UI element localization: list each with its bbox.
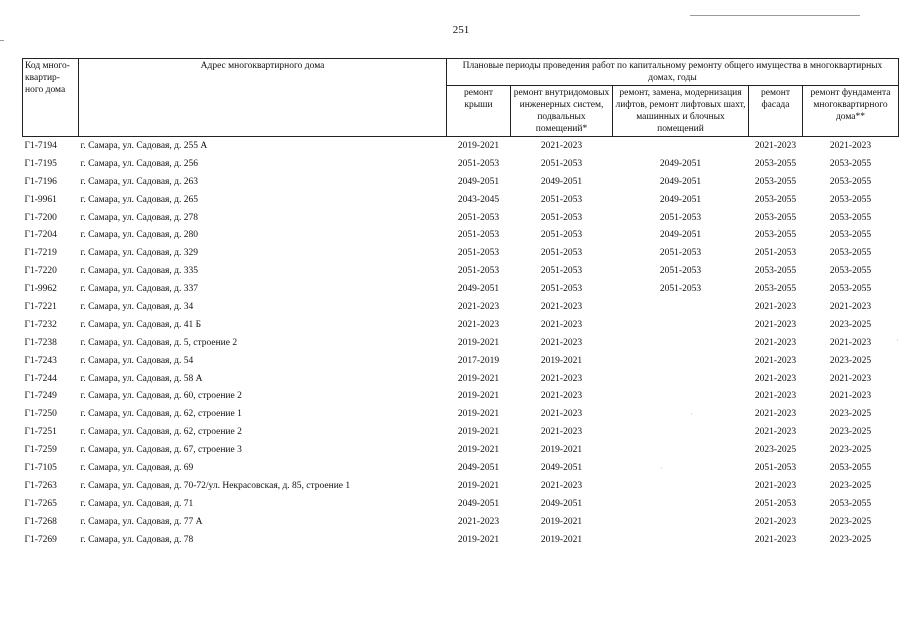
- cell-roof: 2019-2021: [457, 480, 500, 491]
- cell-roof: 2019-2021: [457, 409, 500, 420]
- cell-facade: 2023-2025: [754, 445, 797, 456]
- cell-foundation: 2053-2055: [829, 498, 872, 509]
- cell-address: г. Самара, ул. Садовая, д. 54: [80, 355, 194, 366]
- cell-engineering: 2021-2023: [540, 391, 583, 402]
- table-row: [23, 370, 899, 388]
- cell-elevators: [613, 316, 749, 334]
- table-row: [23, 459, 899, 477]
- cell-code: Г1-9961: [24, 194, 57, 205]
- cell-code: Г1-9962: [24, 284, 57, 295]
- table-row: [23, 173, 899, 191]
- table-row: [23, 531, 899, 549]
- cell-code: Г1-7263: [24, 480, 57, 491]
- cell-elevators: 2051-2053: [659, 266, 702, 277]
- scan-edge-line: [690, 15, 860, 16]
- scan-edge-line: [0, 40, 4, 41]
- cell-code: Г1-7195: [24, 158, 57, 169]
- header-foundation: ремонт фундамента многоквартирного дома**: [803, 86, 899, 137]
- cell-roof: 2019-2021: [457, 373, 500, 384]
- cell-roof: 2021-2023: [457, 319, 500, 330]
- table-row: [23, 316, 899, 334]
- cell-elevators: 2051-2053: [659, 284, 702, 295]
- cell-roof: 2049-2051: [457, 462, 500, 473]
- cell-roof: 2019-2021: [457, 534, 500, 545]
- cell-foundation: 2053-2055: [829, 176, 872, 187]
- cell-engineering: 2051-2053: [540, 158, 583, 169]
- cell-facade: 2053-2055: [754, 266, 797, 277]
- header-engineering: ремонт внутридомовых инженерных систем, подвальных помещений*: [511, 86, 613, 137]
- cell-address: г. Самара, ул. Садовая, д. 71: [80, 498, 194, 509]
- cell-roof: 2019-2021: [457, 140, 500, 151]
- cell-code: Г1-7265: [24, 498, 57, 509]
- cell-facade: 2021-2023: [754, 534, 797, 545]
- cell-address: г. Самара, ул. Садовая, д. 263: [80, 176, 198, 187]
- cell-address: г. Самара, ул. Садовая, д. 34: [80, 301, 194, 312]
- header-address: Адрес многоквартирного дома: [79, 59, 447, 137]
- header-code: Код много-квартир-ного дома: [23, 59, 79, 137]
- cell-code: Г1-7194: [24, 140, 57, 151]
- cell-address: г. Самара, ул. Садовая, д. 60, строение 2: [80, 391, 242, 402]
- cell-foundation: 2023-2025: [829, 355, 872, 366]
- cell-code: Г1-7269: [24, 534, 57, 545]
- cell-elevators: [613, 423, 749, 441]
- cell-code: Г1-7196: [24, 176, 57, 187]
- cell-address: г. Самара, ул. Садовая, д. 62, строение 1: [80, 409, 242, 420]
- cell-engineering: 2021-2023: [540, 373, 583, 384]
- cell-roof: 2019-2021: [457, 391, 500, 402]
- cell-code: Г1-7249: [24, 391, 57, 402]
- cell-code: Г1-7259: [24, 445, 57, 456]
- cell-roof: 2019-2021: [457, 427, 500, 438]
- page-number: 251: [452, 24, 470, 36]
- cell-code: Г1-7250: [24, 409, 57, 420]
- cell-facade: 2053-2055: [754, 212, 797, 223]
- cell-foundation: 2053-2055: [829, 248, 872, 259]
- cell-code: Г1-7204: [24, 230, 57, 241]
- cell-engineering: 2021-2023: [540, 427, 583, 438]
- cell-foundation: 2021-2023: [829, 140, 872, 151]
- table-row: [23, 209, 899, 227]
- cell-elevators: [613, 441, 749, 459]
- cell-foundation: 2023-2025: [829, 427, 872, 438]
- cell-engineering: 2019-2021: [540, 516, 583, 527]
- repair-schedule-table: [22, 58, 899, 548]
- cell-engineering: 2051-2053: [540, 266, 583, 277]
- cell-code: Г1-7221: [24, 301, 57, 312]
- cell-roof: 2049-2051: [457, 176, 500, 187]
- scan-speck: ·: [690, 410, 693, 419]
- cell-engineering: 2051-2053: [540, 230, 583, 241]
- cell-foundation: 2021-2023: [829, 301, 872, 312]
- header-elevators: ремонт, замена, модернизация лифтов, ремонт лифтовых шахт, машинных и блочных помещений: [613, 86, 749, 137]
- cell-code: Г1-7244: [24, 373, 57, 384]
- table-row: [23, 137, 899, 155]
- cell-elevators: [613, 531, 749, 549]
- cell-foundation: 2023-2025: [829, 445, 872, 456]
- cell-engineering: 2051-2053: [540, 284, 583, 295]
- cell-code: Г1-7268: [24, 516, 57, 527]
- cell-address: г. Самара, ул. Садовая, д. 278: [80, 212, 198, 223]
- cell-code: Г1-7200: [24, 212, 57, 223]
- cell-facade: 2021-2023: [754, 373, 797, 384]
- cell-address: г. Самара, ул. Садовая, д. 67, строение 3: [80, 445, 242, 456]
- cell-facade: 2053-2055: [754, 176, 797, 187]
- cell-roof: 2051-2053: [457, 158, 500, 169]
- table-row: [23, 441, 899, 459]
- cell-facade: 2021-2023: [754, 337, 797, 348]
- cell-address: г. Самара, ул. Садовая, д. 62, строение 2: [80, 427, 242, 438]
- cell-engineering: 2051-2053: [540, 212, 583, 223]
- table-row: [23, 387, 899, 405]
- cell-address: г. Самара, ул. Садовая, д. 280: [80, 230, 198, 241]
- cell-roof: 2051-2053: [457, 266, 500, 277]
- cell-address: г. Самара, ул. Садовая, д. 265: [80, 194, 198, 205]
- cell-code: Г1-7243: [24, 355, 57, 366]
- cell-code: Г1-7238: [24, 337, 57, 348]
- cell-facade: 2021-2023: [754, 391, 797, 402]
- cell-address: г. Самара, ул. Садовая, д. 77 А: [80, 516, 203, 527]
- cell-foundation: 2021-2023: [829, 337, 872, 348]
- cell-engineering: 2019-2021: [540, 355, 583, 366]
- table-row: [23, 495, 899, 513]
- cell-facade: 2021-2023: [754, 355, 797, 366]
- cell-foundation: 2021-2023: [829, 373, 872, 384]
- cell-facade: 2021-2023: [754, 140, 797, 151]
- cell-facade: 2021-2023: [754, 516, 797, 527]
- cell-engineering: 2019-2021: [540, 445, 583, 456]
- cell-engineering: 2021-2023: [540, 319, 583, 330]
- cell-elevators: [613, 459, 749, 477]
- cell-address: г. Самара, ул. Садовая, д. 78: [80, 534, 194, 545]
- cell-code: Г1-7220: [24, 266, 57, 277]
- cell-foundation: 2053-2055: [829, 212, 872, 223]
- cell-elevators: [613, 387, 749, 405]
- cell-elevators: [613, 334, 749, 352]
- cell-address: г. Самара, ул. Садовая, д. 69: [80, 462, 194, 473]
- cell-address: г. Самара, ул. Садовая, д. 70-72/ул. Некрасовская, д. 85, строение 1: [80, 480, 351, 491]
- cell-elevators: 2051-2053: [659, 212, 702, 223]
- cell-address: г. Самара, ул. Садовая, д. 256: [80, 158, 198, 169]
- cell-foundation: 2021-2023: [829, 391, 872, 402]
- cell-elevators: 2049-2051: [659, 158, 702, 169]
- cell-address: г. Самара, ул. Садовая, д. 255 А: [80, 140, 208, 151]
- table-row: [23, 352, 899, 370]
- cell-foundation: 2053-2055: [829, 462, 872, 473]
- cell-address: г. Самара, ул. Садовая, д. 5, строение 2: [80, 337, 238, 348]
- cell-facade: 2021-2023: [754, 409, 797, 420]
- cell-facade: 2051-2053: [754, 248, 797, 259]
- cell-elevators: [613, 477, 749, 495]
- table-row: [23, 191, 899, 209]
- cell-facade: 2021-2023: [754, 427, 797, 438]
- cell-engineering: 2021-2023: [540, 409, 583, 420]
- header-facade: ремонт фасада: [749, 86, 803, 137]
- cell-roof: 2019-2021: [457, 445, 500, 456]
- cell-foundation: 2023-2025: [829, 516, 872, 527]
- cell-elevators: [613, 298, 749, 316]
- cell-roof: 2019-2021: [457, 337, 500, 348]
- cell-facade: 2053-2055: [754, 284, 797, 295]
- cell-facade: 2021-2023: [754, 319, 797, 330]
- cell-facade: 2051-2053: [754, 462, 797, 473]
- cell-roof: 2051-2053: [457, 212, 500, 223]
- cell-elevators: 2049-2051: [659, 176, 702, 187]
- cell-address: г. Самара, ул. Садовая, д. 335: [80, 266, 198, 277]
- table-row: [23, 334, 899, 352]
- cell-elevators: 2049-2051: [659, 194, 702, 205]
- cell-engineering: 2049-2051: [540, 462, 583, 473]
- cell-address: г. Самара, ул. Садовая, д. 58 А: [80, 373, 203, 384]
- cell-code: Г1-7251: [24, 427, 57, 438]
- cell-facade: 2051-2053: [754, 498, 797, 509]
- cell-roof: 2049-2051: [457, 284, 500, 295]
- cell-facade: 2053-2055: [754, 158, 797, 169]
- scan-speck: ·: [660, 464, 663, 473]
- cell-roof: 2049-2051: [457, 498, 500, 509]
- cell-elevators: [613, 352, 749, 370]
- cell-engineering: 2051-2053: [540, 248, 583, 259]
- cell-roof: 2021-2023: [457, 301, 500, 312]
- cell-engineering: 2049-2051: [540, 498, 583, 509]
- cell-foundation: 2053-2055: [829, 266, 872, 277]
- table-row: [23, 280, 899, 298]
- table-row: [23, 226, 899, 244]
- cell-foundation: 2053-2055: [829, 158, 872, 169]
- cell-elevators: [613, 370, 749, 388]
- cell-foundation: 2023-2025: [829, 409, 872, 420]
- cell-foundation: 2023-2025: [829, 480, 872, 491]
- table-row: [23, 423, 899, 441]
- cell-facade: 2021-2023: [754, 480, 797, 491]
- cell-elevators: [613, 137, 749, 155]
- cell-engineering: 2021-2023: [540, 140, 583, 151]
- cell-roof: 2051-2053: [457, 248, 500, 259]
- cell-engineering: 2021-2023: [540, 301, 583, 312]
- cell-foundation: 2023-2025: [829, 319, 872, 330]
- cell-address: г. Самара, ул. Садовая, д. 337: [80, 284, 198, 295]
- table-body: [23, 137, 899, 549]
- cell-code: Г1-7219: [24, 248, 57, 259]
- table-row: [23, 244, 899, 262]
- table-row: [23, 477, 899, 495]
- table-row: [23, 298, 899, 316]
- cell-roof: 2017-2019: [457, 355, 500, 366]
- cell-code: Г1-7232: [24, 319, 57, 330]
- cell-elevators: [613, 405, 749, 423]
- cell-roof: 2051-2053: [457, 230, 500, 241]
- table-row: [23, 262, 899, 280]
- cell-facade: 2053-2055: [754, 194, 797, 205]
- cell-elevators: [613, 513, 749, 531]
- cell-roof: 2021-2023: [457, 516, 500, 527]
- cell-roof: 2043-2045: [457, 194, 500, 205]
- cell-engineering: 2021-2023: [540, 337, 583, 348]
- cell-foundation: 2053-2055: [829, 284, 872, 295]
- header-roof: ремонт крыши: [447, 86, 511, 137]
- table-row: [23, 155, 899, 173]
- cell-elevators: 2049-2051: [659, 230, 702, 241]
- cell-address: г. Самара, ул. Садовая, д. 41 Б: [80, 319, 202, 330]
- cell-engineering: 2019-2021: [540, 534, 583, 545]
- cell-engineering: 2051-2053: [540, 194, 583, 205]
- cell-address: г. Самара, ул. Садовая, д. 329: [80, 248, 198, 259]
- table-row: [23, 405, 899, 423]
- scan-speck: ·: [896, 336, 899, 345]
- cell-foundation: 2053-2055: [829, 194, 872, 205]
- cell-elevators: 2051-2053: [659, 248, 702, 259]
- cell-engineering: 2021-2023: [540, 480, 583, 491]
- cell-code: Г1-7105: [24, 462, 57, 473]
- cell-foundation: 2023-2025: [829, 534, 872, 545]
- table-row: [23, 513, 899, 531]
- cell-engineering: 2049-2051: [540, 176, 583, 187]
- cell-facade: 2053-2055: [754, 230, 797, 241]
- header-row-top: [23, 59, 899, 86]
- cell-foundation: 2053-2055: [829, 230, 872, 241]
- cell-facade: 2021-2023: [754, 301, 797, 312]
- cell-elevators: [613, 495, 749, 513]
- header-periods: Плановые периоды проведения работ по капитальному ремонту общего имущества в многоквартирных домах, годы: [447, 59, 899, 86]
